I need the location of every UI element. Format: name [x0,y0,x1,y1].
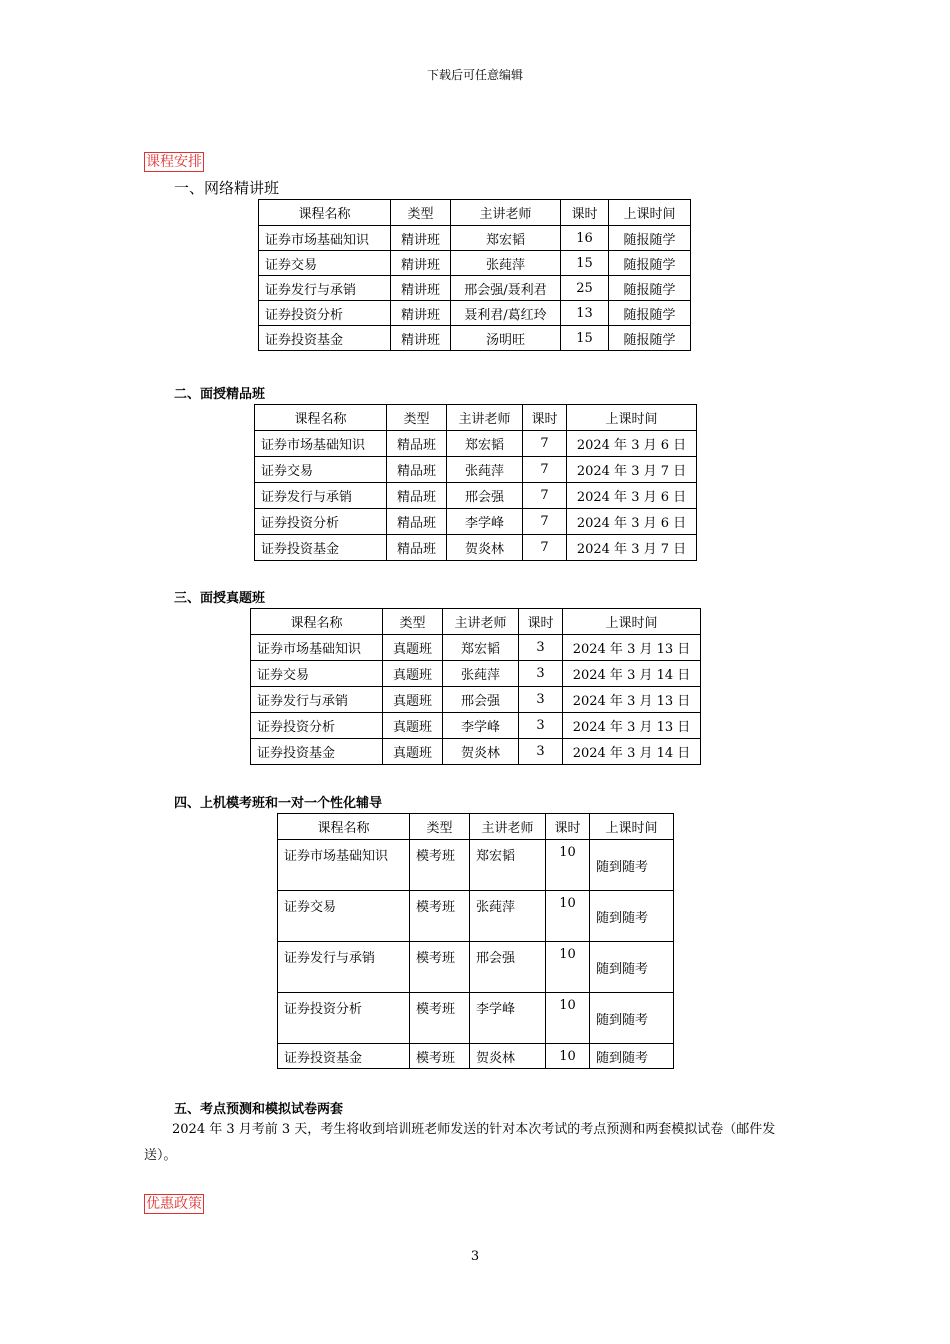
cell-type: 精讲班 [391,301,451,326]
cell-hours: 3 [519,661,563,687]
col-header: 课时 [561,200,609,226]
cell-time: 2024 年 3 月 6 日 [567,509,697,535]
table-row [251,713,701,739]
table-online-intensive [258,199,691,351]
cell-type: 精讲班 [391,251,451,276]
cell-teacher: 李学峰 [447,509,523,535]
cell-type: 真题班 [383,739,443,765]
cell-hours: 3 [519,713,563,739]
cell-hours: 7 [523,509,567,535]
cell-time: 随报随学 [609,276,691,301]
cell-course: 证券投资分析 [255,509,387,535]
cell-course: 证券交易 [251,661,383,687]
table-row [251,739,701,765]
table-inperson-premium [254,404,697,561]
cell-time: 2024 年 3 月 14 日 [563,739,701,765]
cell-type: 真题班 [383,635,443,661]
cell-type: 真题班 [383,661,443,687]
cell-course: 证券投资分析 [251,713,383,739]
cell-course: 证券交易 [278,891,410,942]
col-header: 上课时间 [567,405,697,431]
cell-time: 2024 年 3 月 13 日 [563,687,701,713]
cell-hours: 15 [561,251,609,276]
cell-type: 精品班 [387,431,447,457]
col-header: 类型 [391,200,451,226]
cell-hours: 3 [519,687,563,713]
col-header: 上课时间 [563,609,701,635]
table-row [255,509,697,535]
col-header: 主讲老师 [443,609,519,635]
cell-time: 随到随考 [590,1044,674,1069]
col-header: 课时 [546,814,590,840]
cell-time: 随到随考 [590,993,674,1044]
cell-teacher: 张莼萍 [443,661,519,687]
table-row [259,301,691,326]
header-note: 下载后可任意编辑 [426,68,523,82]
cell-course: 证券市场基础知识 [255,431,387,457]
cell-hours: 3 [519,739,563,765]
table-header-row [278,814,674,840]
cell-type: 真题班 [383,713,443,739]
cell-teacher: 张莼萍 [451,251,561,276]
table-row [278,1044,674,1069]
table-row [251,687,701,713]
col-header: 上课时间 [590,814,674,840]
cell-type: 模考班 [410,891,470,942]
section3-title: 三、面授真题班 [174,591,266,606]
cell-hours: 7 [523,457,567,483]
col-header: 课时 [523,405,567,431]
col-header: 课程名称 [255,405,387,431]
col-header: 主讲老师 [470,814,546,840]
cell-hours: 13 [561,301,609,326]
cell-time: 2024 年 3 月 13 日 [563,635,701,661]
tag-discount-policy: 优惠政策 [146,1196,202,1212]
cell-hours: 16 [561,226,609,251]
table-header-row [259,200,691,226]
col-header: 课程名称 [278,814,410,840]
cell-hours: 7 [523,483,567,509]
cell-type: 真题班 [383,687,443,713]
cell-type: 精品班 [387,535,447,561]
table-row [255,535,697,561]
cell-time: 随报随学 [609,251,691,276]
col-header: 上课时间 [609,200,691,226]
cell-time: 2024 年 3 月 13 日 [563,713,701,739]
cell-course: 证券交易 [259,251,391,276]
cell-type: 精讲班 [391,276,451,301]
cell-course: 证券投资分析 [259,301,391,326]
cell-course: 证券投资基金 [278,1044,410,1069]
cell-course: 证券发行与承销 [251,687,383,713]
cell-course: 证券市场基础知识 [278,840,410,891]
table-row [259,226,691,251]
cell-time: 2024 年 3 月 14 日 [563,661,701,687]
table-row [251,661,701,687]
table-mock-exam [277,813,674,1069]
cell-type: 模考班 [410,1044,470,1069]
cell-time: 随到随考 [590,840,674,891]
cell-teacher: 邢会强 [470,942,546,993]
col-header: 课程名称 [259,200,391,226]
cell-teacher: 邢会强/聂利君 [451,276,561,301]
cell-hours: 10 [546,1044,590,1069]
cell-type: 精品班 [387,509,447,535]
col-header: 主讲老师 [451,200,561,226]
cell-type: 精品班 [387,483,447,509]
cell-teacher: 贺炎林 [443,739,519,765]
col-header: 课程名称 [251,609,383,635]
table-row [278,840,674,891]
cell-type: 模考班 [410,993,470,1044]
table-row [255,483,697,509]
section4-title: 四、上机模考班和一对一个性化辅导 [174,796,383,811]
cell-type: 精讲班 [391,326,451,351]
cell-type: 模考班 [410,840,470,891]
cell-teacher: 邢会强 [443,687,519,713]
section2-title: 二、面授精品班 [174,387,266,402]
page-number: 3 [470,1249,480,1264]
cell-course: 证券发行与承销 [278,942,410,993]
cell-course: 证券发行与承销 [255,483,387,509]
cell-teacher: 李学峰 [470,993,546,1044]
cell-type: 精品班 [387,457,447,483]
cell-hours: 3 [519,635,563,661]
section5-title: 五、考点预测和模拟试卷两套 [174,1102,344,1117]
table-row [278,942,674,993]
cell-time: 随到随考 [590,891,674,942]
cell-teacher: 郑宏韬 [451,226,561,251]
cell-course: 证券市场基础知识 [259,226,391,251]
col-header: 主讲老师 [447,405,523,431]
cell-teacher: 郑宏韬 [447,431,523,457]
cell-hours: 7 [523,431,567,457]
cell-hours: 15 [561,326,609,351]
cell-teacher: 汤明旺 [451,326,561,351]
table-row [251,635,701,661]
cell-time: 随报随学 [609,326,691,351]
cell-course: 证券交易 [255,457,387,483]
table-row [255,457,697,483]
table-header-row [255,405,697,431]
cell-hours: 10 [546,891,590,942]
table-header-row [251,609,701,635]
cell-course: 证券发行与承销 [259,276,391,301]
cell-hours: 10 [546,942,590,993]
cell-teacher: 张莼萍 [470,891,546,942]
cell-teacher: 张莼萍 [447,457,523,483]
cell-teacher: 郑宏韬 [470,840,546,891]
cell-teacher: 李学峰 [443,713,519,739]
table-row [259,326,691,351]
cell-course: 证券投资基金 [255,535,387,561]
cell-time: 随报随学 [609,226,691,251]
col-header: 类型 [387,405,447,431]
cell-teacher: 邢会强 [447,483,523,509]
tag-course-schedule: 课程安排 [146,154,202,170]
table-row [278,891,674,942]
cell-teacher: 贺炎林 [470,1044,546,1069]
cell-time: 2024 年 3 月 6 日 [567,431,697,457]
cell-teacher: 郑宏韬 [443,635,519,661]
cell-time: 随到随考 [590,942,674,993]
cell-course: 证券市场基础知识 [251,635,383,661]
cell-hours: 10 [546,993,590,1044]
col-header: 课时 [519,609,563,635]
table-inperson-exam [250,608,701,765]
cell-type: 精讲班 [391,226,451,251]
table-row [259,276,691,301]
col-header: 类型 [410,814,470,840]
section1-title: 一、网络精讲班 [174,179,280,197]
cell-time: 随报随学 [609,301,691,326]
table-row [255,431,697,457]
table-row [278,993,674,1044]
cell-course: 证券投资基金 [259,326,391,351]
cell-teacher: 贺炎林 [447,535,523,561]
cell-time: 2024 年 3 月 7 日 [567,535,697,561]
col-header: 类型 [383,609,443,635]
section5-paragraph: 2024 年 3 月考前 3 天，考生将收到培训班老师发送的针对本次考试的考点预测和两套模拟试卷（邮件发送）。 [144,1122,776,1163]
cell-teacher: 聂利君/葛红玲 [451,301,561,326]
cell-course: 证券投资基金 [251,739,383,765]
cell-course: 证券投资分析 [278,993,410,1044]
cell-time: 2024 年 3 月 6 日 [567,483,697,509]
cell-time: 2024 年 3 月 7 日 [567,457,697,483]
cell-hours: 25 [561,276,609,301]
cell-hours: 7 [523,535,567,561]
cell-type: 模考班 [410,942,470,993]
table-row [259,251,691,276]
cell-hours: 10 [546,840,590,891]
